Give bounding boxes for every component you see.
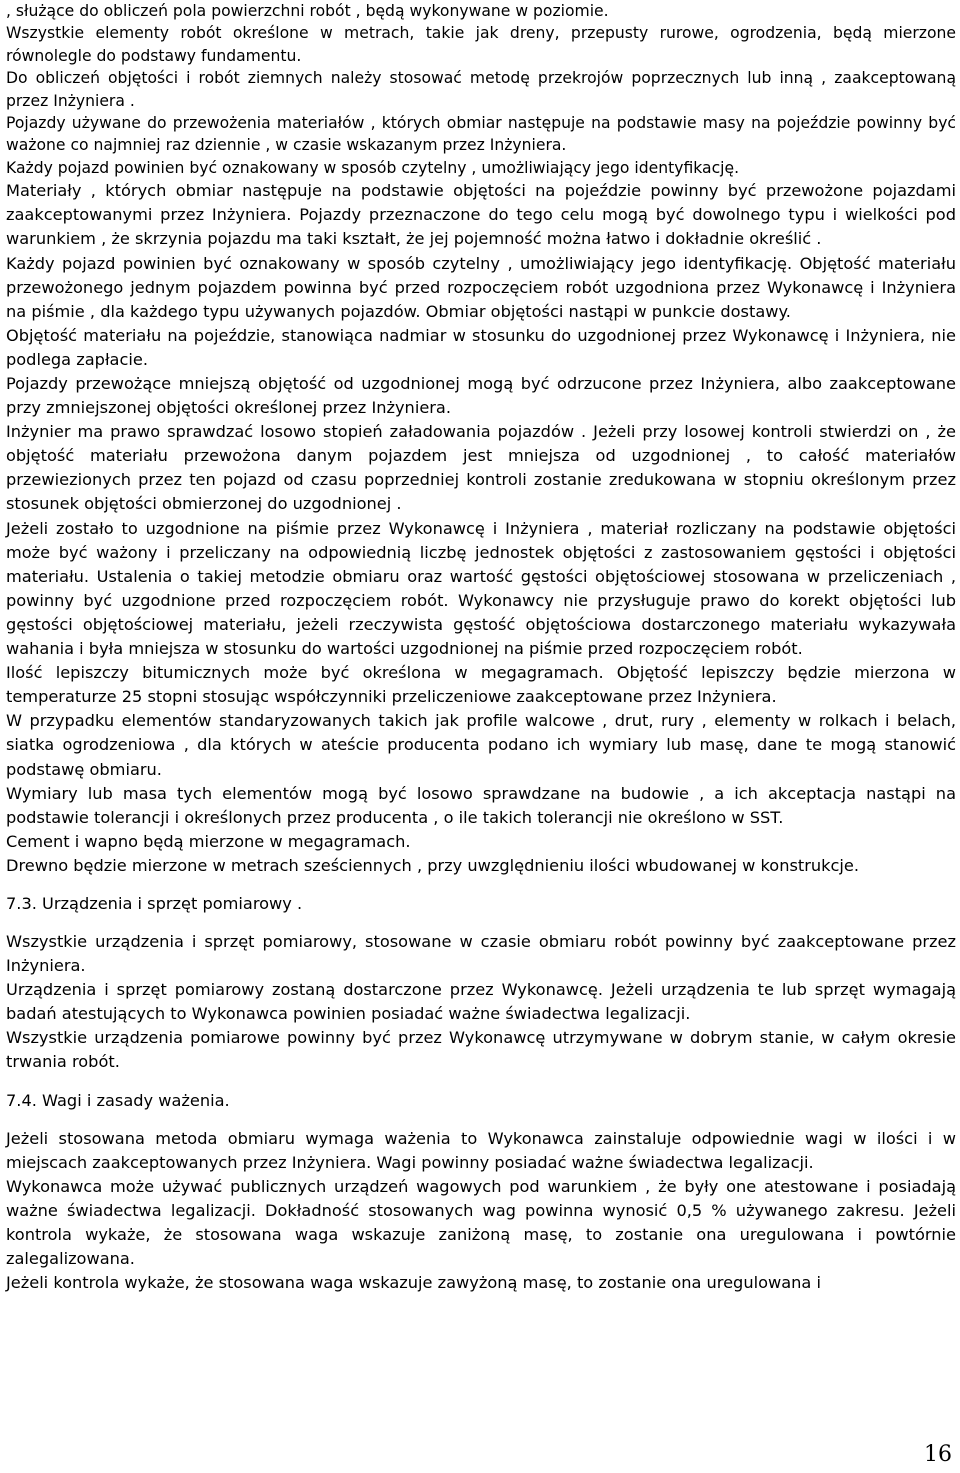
paragraph-measuring-equipment-approval: Wszystkie urządzenia i sprzęt pomiarowy, stosowane w czasie obmiaru robót powinny być zaakceptowane przez Inżyniera. [6, 931, 956, 976]
page-number: 16 [924, 1442, 952, 1467]
paragraph-earthworks-volume: Do obliczeń objętości i robót ziemnych należy stosować metodę przekrojów poprzecznych lub inną , zaakceptowaną przez Inżyniera . [6, 69, 956, 110]
paragraph-bitumen: Ilość lepiszczy bitumicznych może być określona w megagramach. Objętość lepiszczy będzie mierzona w temperaturze 25 stopni stosując współczynniki przeliczeniowe zaakceptowane przez Inżyniera. [6, 663, 956, 707]
paragraph-random-check: Inżynier ma prawo sprawdzać losowo stopień załadowania pojazdów . Jeżeli przy losowej kontroli stwierdzi on , że objętość materiału przewożona danym pojazdem jest mniejsza od uzgodnionej , to całość materiałów przewiezionych przez ten pojazd od czasu poprzedniej kontroli zostanie zredukowana w stopniu określonym przez stosunek objętości obmierzonej do uzgodnionej . [6, 422, 956, 514]
paragraph-volume-vehicles: Materiały , których obmiar następuje na podstawie objętości na pojeździe powinny być przewożone pojazdami zaakceptowanymi przez Inżyniera. Pojazdy przeznaczone do tego celu mogą być dowolnego typu i wielkości pod warunkiem , że skrzynia pojazdu ma taki kształt, że jej pojemność można łatwo i dokładnie określić . [6, 181, 956, 249]
paragraph-public-scales: Wykonawca może używać publicznych urządzeń wagowych pod warunkiem , że były one atestowane i posiadają ważne świadectwa legalizacji. Dokładność stosowanych wag powinna wynosić 0,5 % używanego zakresu. Jeżeli kontrola wykaże, że stosowana waga wskazuje zaniżoną masę, to zostanie ona uregulowana i powtórnie zalegalizowana. [6, 1176, 956, 1268]
paragraph-smaller-volume: Pojazdy przewożące mniejszą objętość od uzgodnionej mogą być odrzucone przez Inżyniera, albo zaakceptowane przy zmniejszonej objętości określonej przez Inżyniera. [6, 374, 956, 418]
document-page [6, 0, 956, 1295]
paragraph-measuring-equipment-supply: Urządzenia i sprzęt pomiarowy zostaną dostarczone przez Wykonawcę. Jeżeli urządzenia te lub sprzęt wymagają badań atestujących to Wykonawca powinien posiadać ważne świadectwa legalizacji. [6, 980, 956, 1024]
paragraph-measuring-equipment-maintenance: Wszystkie urządzenia pomiarowe powinny być przez Wykonawcę utrzymywane w dobrym stanie, w całym okresie trwania robót. [6, 1028, 956, 1072]
paragraph-excess-volume: Objętość materiału na pojeździe, stanowiąca nadmiar w stosunku do uzgodnionej przez Wykonawcę i Inżyniera, nie podlega zapłacie. [6, 325, 956, 369]
paragraph-cement: Cement i wapno będą mierzone w megagramach. [6, 831, 411, 851]
paragraph-timber: Drewno będzie mierzone w metrach sześciennych , przy uwzględnieniu ilości wbudowanej w konstrukcje. [6, 855, 860, 875]
paragraph-weighing-conversion: Jeżeli zostało to uzgodnione na piśmie przez Wykonawcę i Inżyniera , materiał rozliczany na podstawie objętości może być ważony i przeliczany na odpowiednią liczbę jednostek objętości z zastosowaniem gęstości i objętości materiału. Ustalenia o takiej metodzie obmiaru oraz wartość gęstości objętościowej stosowana w przeliczeniach , powinny być uzgodnione przed rozpoczęciem robót. Wykonawcy nie przysługuje prawo do korekt objętości lub gęstości objętościowej materiału, jeżeli rzeczywista gęstość objętościowa dostarczonego materiału wykazywała wahania i była mniejsza w stosunku do wartości uzgodnionej na piśmie przed rozpoczęciem robót. [6, 518, 956, 659]
section-heading-7-3: 7.3. Urządzenia i sprzęt pomiarowy . [6, 893, 303, 913]
paragraph-vehicle-weighing: Pojazdy używane do przewożenia materiałów , których obmiar następuje na podstawie masy na pojeździe powinny być ważone co najmniej raz dziennie , w czasie wskazanym przez Inżyniera. [6, 114, 956, 155]
paragraph-vehicle-volume-agreement: Każdy pojazd powinien być oznakowany w sposób czytelny , umożliwiający jego identyfikację. Objętość materiału przewożonego jednym pojazdem powinna być przed rozpoczęciem robót uzgodniona przez Wykonawcę i Inżyniera na piśmie , dla każdego typu używanych pojazdów. Obmiar objętości nastąpi w punkcie dostawy. [6, 253, 956, 321]
paragraph-linear-elements: Wszystkie elementy robót określone w metrach, takie jak dreny, przepusty rurowe, ogrodzenia, będą mierzone równolegle do podstawy fundamentu. [6, 24, 956, 65]
paragraph-continuation: , służące do obliczeń pola powierzchni robót , będą wykonywane w poziomie. [6, 2, 609, 20]
paragraph-overweight-scale: Jeżeli kontrola wykaże, że stosowana waga wskazuje zawyżoną masę, to zostanie ona uregulowana i [6, 1273, 821, 1293]
paragraph-dimensions-check: Wymiary lub masa tych elementów mogą być losowo sprawdzane na budowie , a ich akceptacja nastąpi na podstawie tolerancji i określonych przez producenta , o ile takich tolerancji nie określono w SST. [6, 783, 956, 827]
paragraph-standard-elements: W przypadku elementów standaryzowanych takich jak profile walcowe , drut, rury , elementy w rolkach i belach, siatka ogrodzeniowa , dla których w ateście producenta podano ich wymiary lub masę, dane te mogą stanowić podstawę obmiaru. [6, 711, 956, 779]
paragraph-scales-install: Jeżeli stosowana metoda obmiaru wymaga ważenia to Wykonawca zainstaluje odpowiednie wagi w ilości i w miejscach zaakceptowanych przez Inżyniera. Wagi powinny posiadać ważne świadectwa legalizacji. [6, 1128, 956, 1172]
paragraph-vehicle-marking: Każdy pojazd powinien być oznakowany w sposób czytelny , umożliwiający jego identyfikację. [6, 158, 740, 177]
section-heading-7-4: 7.4. Wagi i zasady ważenia. [6, 1090, 230, 1110]
